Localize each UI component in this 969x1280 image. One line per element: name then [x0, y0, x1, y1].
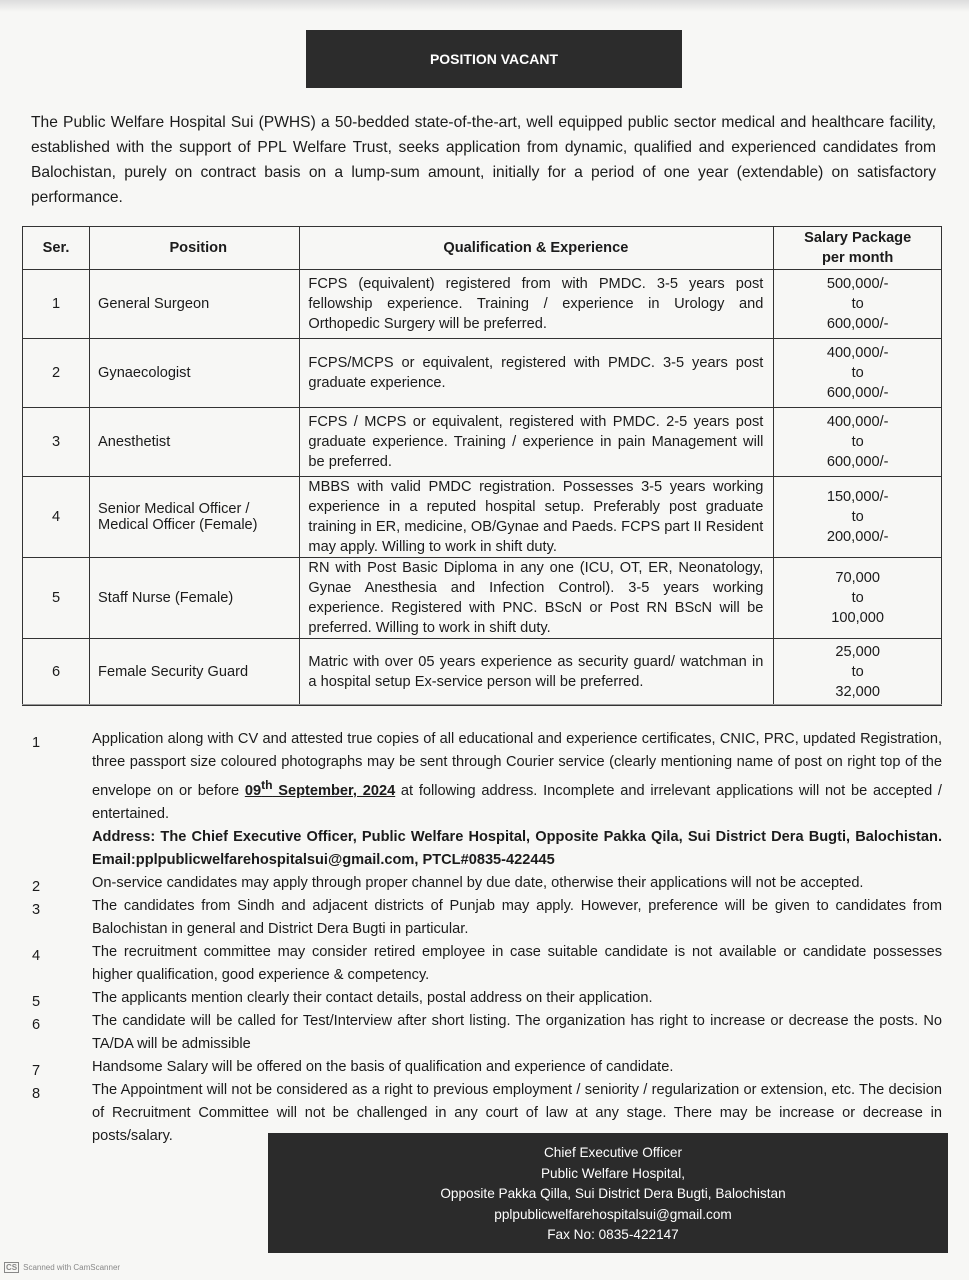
item-number: 7	[32, 1062, 41, 1079]
date-rest: September, 2024	[272, 782, 396, 799]
salary-max: 32,000	[835, 684, 880, 700]
table-row	[23, 339, 942, 408]
item-number: 1	[32, 735, 41, 751]
salary-to: to	[851, 296, 864, 312]
item-text: The candidates from Sindh and adjacent districts of Punjab may apply. However, preference will be given to candidates from Balochistan in general and District Dera Bugti in particular.	[92, 897, 942, 937]
row-position	[90, 408, 300, 477]
address-block: Address: The Chief Executive Officer, Public Welfare Hospital, Opposite Pakka Qila, Sui District Dera Bugti, Balochistan. Email:pplpublicwelfarehospitalsui@gmail.com, PTCL#0835-422445	[92, 828, 942, 868]
positions-table	[22, 226, 942, 706]
salary-to: to	[851, 509, 864, 525]
row-salary	[774, 477, 942, 558]
salary-from: 400,000/-	[826, 345, 889, 361]
salary-from: 70,000	[835, 570, 880, 586]
instructions-list	[30, 728, 942, 1148]
item-text: The applicants mention clearly their contact details, postal address on their application.	[92, 989, 653, 1006]
item-text: Application along with CV and attested true copies of all educational and experience certificates, CNIC, PRC, updated Registration, three passport size coloured photographs may be sent through Courier service (clearly mentioning name of post on right top of the envelope on or before	[92, 731, 942, 799]
list-item	[30, 1010, 942, 1056]
list-item	[30, 941, 942, 987]
table-row	[23, 558, 942, 639]
salary-max: 200,000/-	[826, 529, 889, 545]
position-line: Female Security Guard	[98, 664, 249, 680]
row-position	[90, 339, 300, 408]
header-salary-line2: per month	[821, 250, 894, 266]
footer-org: Public Welfare Hospital,	[540, 1165, 686, 1181]
item-number: 6	[32, 1016, 41, 1033]
position-line: Staff Nurse (Female)	[98, 590, 234, 606]
row-qualification: FCPS/MCPS or equivalent, registered with PMDC. 3-5 years post graduate experience.	[300, 339, 774, 408]
camscanner-watermark	[4, 1262, 120, 1273]
row-position	[90, 558, 300, 639]
salary-from: 150,000/-	[826, 489, 889, 505]
item-text: at following address. Incomplete and irrelevant applications will not be accepted / entertained.	[92, 782, 942, 822]
item-text: The recruitment committee may consider retired employee in case suitable candidate is not available or candidate possesses higher qualification, good experience & competency.	[92, 943, 942, 983]
header-position: Position	[90, 227, 300, 270]
deadline-date	[244, 778, 396, 799]
row-ser: 1	[23, 270, 90, 339]
item-text: The candidate will be called for Test/Interview after short listing. The organization has right to increase or decrease the posts. No TA/DA will be admissible	[92, 1012, 942, 1052]
salary-to: to	[851, 434, 864, 450]
position-line: Medical Officer (Female)	[98, 517, 258, 533]
salary-to: to	[851, 590, 864, 606]
row-position	[90, 639, 300, 706]
date-day: 09	[244, 782, 262, 799]
item-number: 2	[32, 878, 41, 895]
salary-max: 600,000/-	[826, 454, 889, 470]
list-item	[30, 872, 942, 895]
row-salary	[774, 639, 942, 706]
row-salary	[774, 408, 942, 477]
salary-from: 400,000/-	[826, 414, 889, 430]
item-text: The Appointment will not be considered as a right to previous employment / seniority / regularization or extension, etc. The decision of Recruitment Committee will not be challenged in any court of law at any stage. There may be increase or decrease in posts/salary.	[92, 1081, 942, 1144]
header-salary	[774, 227, 942, 270]
salary-from: 500,000/-	[826, 276, 889, 292]
position-line: Gynaecologist	[98, 365, 191, 381]
row-position	[90, 270, 300, 339]
item-text: On-service candidates may apply through proper channel by due date, otherwise their applications will not be accepted.	[92, 874, 864, 891]
row-ser: 5	[23, 558, 90, 639]
row-qualification: Matric with over 05 years experience as security guard/ watchman in a hospital setup Ex-service person will be preferred.	[300, 639, 774, 706]
header-ser: Ser.	[23, 227, 90, 270]
item-number: 3	[32, 901, 41, 918]
row-qualification: FCPS / MCPS or equivalent, registered with PMDC. 2-5 years post graduate experience. Training / experience in pain Management will be preferred.	[300, 408, 774, 477]
item-number: 8	[32, 1085, 41, 1102]
row-salary	[774, 339, 942, 408]
list-item	[30, 895, 942, 941]
salary-to: to	[851, 365, 864, 381]
footer-email: pplpublicwelfarehospitalsui@gmail.com	[494, 1206, 732, 1222]
header-salary-line1: Salary Package	[804, 230, 912, 246]
table-row	[23, 270, 942, 339]
table-row	[23, 477, 942, 558]
list-item	[30, 1056, 942, 1079]
camscanner-logo-icon: CS	[6, 1263, 18, 1272]
row-qualification: MBBS with valid PMDC registration. Possesses 3-5 years working experience in a reputed hospital setup. Preferably post graduate training in ER, medicine, OB/Gynae and Paeds. FCPS part II Resident may apply. Willing to work in shift duty.	[300, 477, 774, 558]
salary-max: 600,000/-	[826, 316, 889, 332]
row-ser: 6	[23, 639, 90, 706]
row-ser: 3	[23, 408, 90, 477]
position-vacant-banner: POSITION VACANT	[306, 30, 682, 88]
position-line: General Surgeon	[98, 296, 210, 312]
intro-paragraph: The Public Welfare Hospital Sui (PWHS) a 50-bedded state-of-the-art, well equipped public sector medical and healthcare facility, established with the support of PPL Welfare Trust, seeks application from dynamic, qualified and experienced candidates from Balochistan, purely on contract basis on a lump-sum amount, initially for a period of one year (extendable) on satisfactory performance.	[31, 114, 936, 206]
header-qualification: Qualification & Experience	[300, 227, 774, 270]
footer-fax: Fax No: 0835-422147	[547, 1227, 679, 1242]
table-header-row	[23, 227, 942, 270]
table-row	[23, 408, 942, 477]
salary-to: to	[851, 664, 864, 680]
list-item	[30, 987, 942, 1010]
divider	[22, 704, 942, 705]
salary-max: 100,000	[831, 610, 885, 626]
row-ser: 2	[23, 339, 90, 408]
salary-from: 25,000	[835, 644, 880, 660]
footer-title: Chief Executive Officer	[543, 1145, 682, 1160]
table-row	[23, 639, 942, 706]
row-salary	[774, 270, 942, 339]
watermark-text: Scanned with CamScanner	[23, 1263, 121, 1272]
position-line: Anesthetist	[98, 434, 171, 450]
list-item	[30, 728, 942, 826]
row-qualification: RN with Post Basic Diploma in any one (ICU, OT, ER, Neonatology, Gynae Anesthesia and Infection Control). 3-5 years working experience. Registered with PNC. BScN or Post RN BScN will be preferred. Willing to work in shift duty.	[300, 558, 774, 639]
row-position	[90, 477, 300, 558]
item-text: Handsome Salary will be offered on the basis of qualification and experience of candidate.	[92, 1058, 674, 1075]
row-ser: 4	[23, 477, 90, 558]
scan-edge	[0, 0, 969, 12]
contact-footer	[268, 1133, 948, 1253]
position-line: Senior Medical Officer /	[98, 501, 250, 517]
salary-max: 600,000/-	[826, 385, 889, 401]
footer-address: Opposite Pakka Qilla, Sui District Dera Bugti, Balochistan	[440, 1186, 786, 1201]
item-number: 4	[32, 947, 41, 964]
row-qualification: FCPS (equivalent) registered from with PMDC. 3-5 years post fellowship experience. Training / experience in Urology and Orthopedic Surgery will be preferred.	[300, 270, 774, 339]
row-salary	[774, 558, 942, 639]
date-suffix: th	[261, 778, 273, 792]
item-number: 5	[32, 993, 41, 1010]
